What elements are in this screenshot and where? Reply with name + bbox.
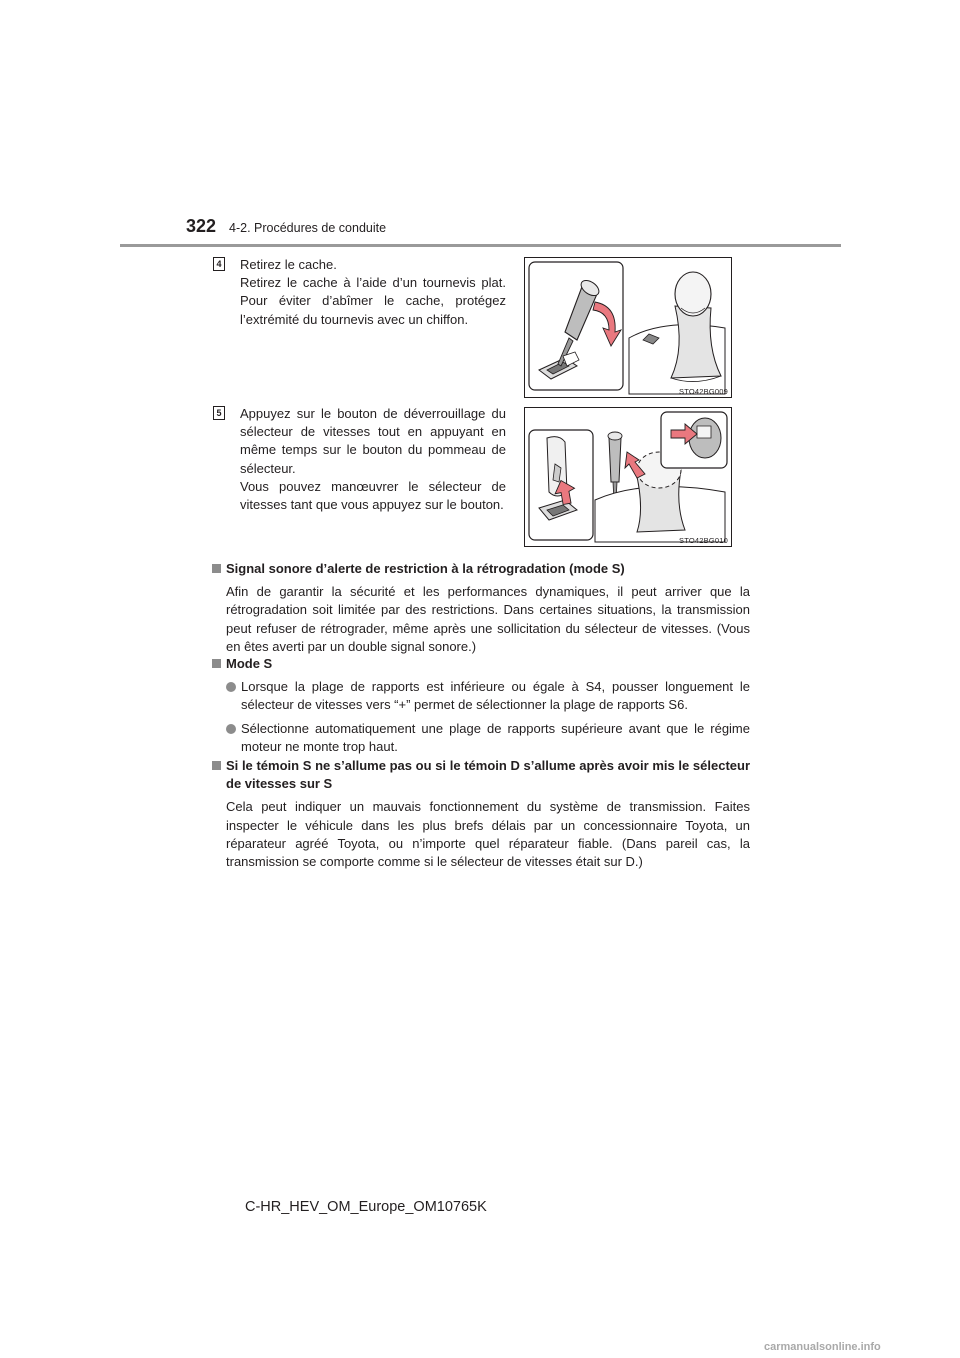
circle-bullet-icon (226, 724, 236, 734)
manual-code: C-HR_HEV_OM_Europe_OM10765K (245, 1199, 487, 1215)
step-5-text (240, 405, 506, 514)
figure-release-button (524, 407, 732, 547)
circle-bullet-icon (226, 682, 236, 692)
section-body: Afin de garantir la sécurité et les performances dynamiques, il peut arriver que la rétrogradation soit limitée par des restrictions. Dans certaines situations, la transmission peut refuser de rétrograder, même après une sollicitation du sélecteur de vitesses. (Vous en êtes averti par un double signal sonore.) (226, 584, 750, 654)
figure-code: STO42BG009 (679, 387, 728, 396)
step-4-text (240, 256, 506, 329)
section-heading: Signal sonore d’alerte de restriction à la rétrogradation (mode S) (212, 560, 750, 578)
watermark: carmanualsonline.info (764, 1341, 881, 1353)
list-item: Lorsque la plage de rapports est inférieure ou égale à S4, pousser longuement le sélecteur de vitesses vers “+” permet de sélectionner la plage de rapports S6. (212, 678, 750, 714)
square-bullet-icon (212, 564, 221, 573)
step-badge-4: 4 (213, 257, 225, 271)
list-item: Sélectionne automatiquement une plage de rapports supérieure avant que le régime moteur ne monte trop haut. (212, 720, 750, 756)
figure-code: STO42BG010 (679, 536, 728, 545)
section-mode-s (212, 655, 750, 756)
square-bullet-icon (212, 761, 221, 770)
square-bullet-icon (212, 659, 221, 668)
step-4-paragraph: Retirez le cache. (240, 257, 337, 272)
header-rule (120, 244, 841, 247)
section-heading: Mode S (212, 655, 750, 673)
section-heading: Si le témoin S ne s’allume pas ou si le témoin D s’allume après avoir mis le sélecteur de vitesses sur S (212, 757, 750, 793)
section-title: 4-2. Procédures de conduite (229, 221, 387, 235)
step-4-paragraph: Retirez le cache à l’aide d’un tournevis plat. Pour éviter d’abîmer le cache, protégez l’extrémité du tournevis avec un chiffon. (240, 275, 506, 327)
page-number: 322 (186, 216, 217, 236)
step-badge-5: 5 (213, 406, 225, 420)
section-indicator-s (212, 757, 750, 871)
step-5-paragraph: Vous pouvez manœuvrer le sélecteur de vitesses tant que vous appuyez sur le bouton. (240, 478, 506, 513)
section-body: Cela peut indiquer un mauvais fonctionnement du système de transmission. Faites inspecter le véhicule dans les plus brefs délais par un concessionnaire Toyota, un réparateur agréé Toyota, ou n’importe quel réparateur fiable. (Dans pareil cas, la transmission se comporte comme si le sélecteur de vitesses était sur D.) (226, 799, 750, 870)
step-5-paragraph: Appuyez sur le bouton de déverrouillage du sélecteur de vitesses tout en appuyant en même temps sur le bouton du pommeau de sélecteur. (240, 406, 506, 476)
section-downshift-alert (212, 560, 750, 656)
figure-remove-cover (524, 257, 732, 398)
